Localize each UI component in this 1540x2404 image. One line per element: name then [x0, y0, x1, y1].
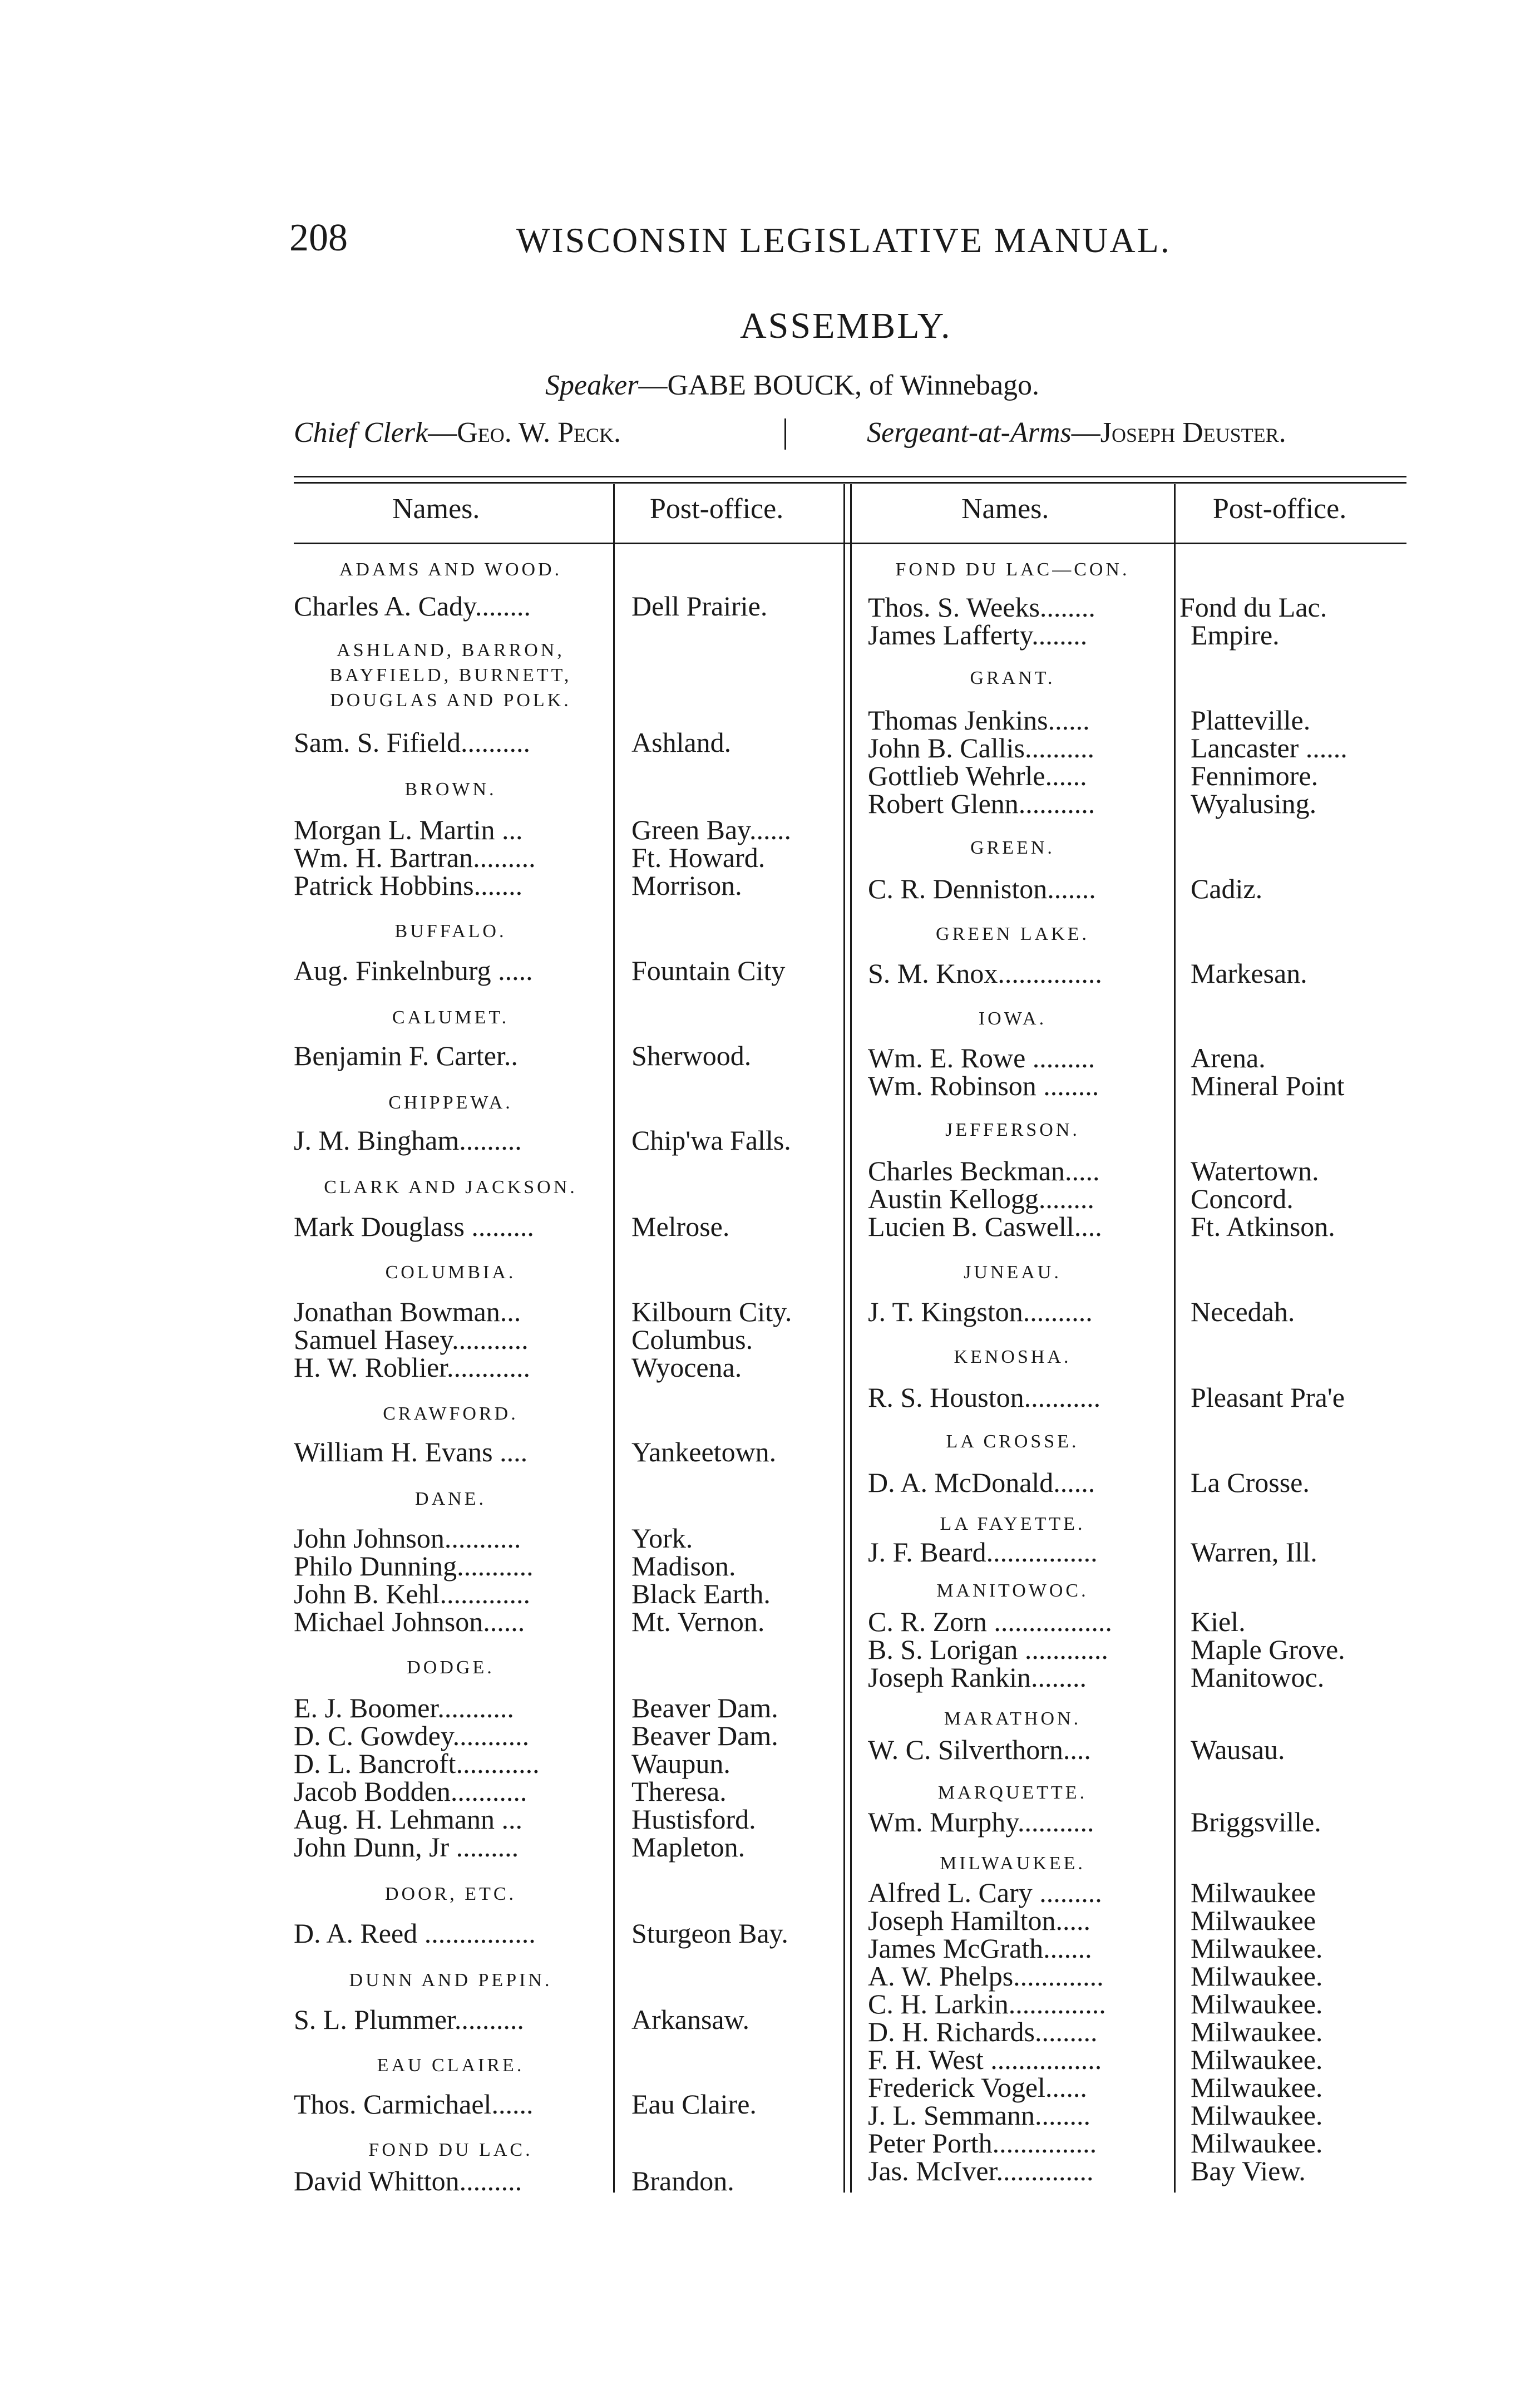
member-name: Aug. H. Lehmann ... — [294, 1804, 523, 1835]
county-heading: COLUMBIA. — [385, 1262, 516, 1283]
member-name: D. A. McDonald...... — [868, 1467, 1095, 1498]
member-postoffice: Milwaukee. — [1191, 2127, 1323, 2159]
county-heading: MANITOWOC. — [936, 1580, 1089, 1601]
header-postoffice-left: Post-office. — [650, 493, 784, 525]
county-heading: LA FAYETTE. — [940, 1514, 1085, 1534]
member-name: Patrick Hobbins....... — [294, 870, 523, 901]
member-postoffice: Ashland. — [631, 727, 732, 758]
member-postoffice: Ft. Howard. — [631, 842, 766, 873]
member-postoffice: Watertown. — [1191, 1155, 1319, 1186]
member-name: Wm. Murphy........... — [868, 1806, 1094, 1838]
county-heading: BAYFIELD, BURNETT, — [329, 665, 572, 686]
member-name: Austin Kellogg........ — [868, 1183, 1094, 1214]
member-name: David Whitton......... — [294, 2165, 522, 2196]
center-double-rule-a — [843, 484, 845, 2193]
member-name: R. S. Houston........... — [868, 1382, 1101, 1413]
member-name: John Dunn, Jr ......... — [294, 1831, 519, 1863]
member-postoffice: Milwaukee. — [1191, 1933, 1323, 1964]
member-postoffice: Mapleton. — [631, 1831, 746, 1863]
table-top-rule-2 — [294, 482, 1406, 484]
member-postoffice: Black Earth. — [631, 1578, 771, 1609]
speaker-value: —GABE BOUCK, of Winnebago. — [638, 370, 1040, 401]
member-name: F. H. West ................ — [868, 2044, 1102, 2075]
member-postoffice: Beaver Dam. — [631, 1720, 778, 1751]
member-name: C. R. Zorn ................. — [868, 1606, 1112, 1637]
member-name: Wm. E. Rowe ......... — [868, 1042, 1095, 1073]
county-heading: DOUGLAS AND POLK. — [330, 690, 571, 711]
member-postoffice: Ft. Atkinson. — [1191, 1211, 1335, 1242]
speaker-label: Speaker — [545, 370, 639, 401]
member-postoffice: Milwaukee. — [1191, 1988, 1323, 2019]
county-heading: JEFFERSON. — [945, 1120, 1080, 1140]
clerk-value: —Geo. W. Peck. — [428, 417, 621, 449]
member-name: J. T. Kingston.......... — [868, 1296, 1093, 1327]
member-name: Charles Beckman..... — [868, 1155, 1100, 1186]
member-postoffice: Eau Claire. — [631, 2088, 757, 2120]
center-double-rule-b — [850, 484, 852, 2193]
member-postoffice: Briggsville. — [1191, 1806, 1321, 1838]
member-name: C. H. Larkin.............. — [868, 1988, 1106, 2019]
county-heading: KENOSHA. — [954, 1347, 1072, 1367]
member-postoffice: Columbus. — [631, 1324, 753, 1355]
county-heading: EAU CLAIRE. — [377, 2055, 525, 2076]
member-postoffice: La Crosse. — [1191, 1467, 1310, 1498]
county-heading: DANE. — [415, 1489, 486, 1509]
member-name: D. C. Gowdey........... — [294, 1720, 530, 1751]
member-name: Philo Dunning........... — [294, 1550, 534, 1582]
member-postoffice: Yankeetown. — [631, 1436, 777, 1467]
county-heading: BUFFALO. — [394, 921, 507, 942]
member-postoffice: Sherwood. — [631, 1040, 752, 1071]
officer-divider — [784, 418, 786, 450]
member-postoffice: Fennimore. — [1191, 760, 1319, 791]
right-column-divider — [1174, 484, 1176, 2193]
member-name: D. L. Bancroft............ — [294, 1748, 540, 1779]
county-heading: JUNEAU. — [964, 1262, 1062, 1283]
member-postoffice: Kiel. — [1191, 1606, 1246, 1637]
member-name: J. F. Beard................ — [868, 1536, 1098, 1568]
county-heading: IOWA. — [978, 1008, 1047, 1029]
member-name: John B. Kehl............. — [294, 1578, 530, 1609]
page-title: ASSEMBLY. — [740, 306, 952, 346]
member-name: S. M. Knox............... — [868, 958, 1102, 989]
speaker-line — [545, 369, 1039, 402]
member-postoffice: Fountain City — [631, 955, 786, 986]
county-heading: FOND DU LAC—CON. — [895, 559, 1130, 580]
county-heading: CALUMET. — [392, 1007, 510, 1028]
member-name: B. S. Lorigan ............ — [868, 1634, 1108, 1665]
member-name: Thos. S. Weeks........ — [868, 592, 1095, 623]
member-postoffice: Fond du Lac. — [1179, 592, 1327, 623]
member-name: Mark Douglass ......... — [294, 1211, 534, 1242]
member-name: J. L. Semmann........ — [868, 2100, 1090, 2131]
member-postoffice: Wyalusing. — [1191, 788, 1317, 819]
header-postoffice-right: Post-office. — [1213, 493, 1347, 525]
member-name: Wm. H. Bartran......... — [294, 842, 536, 873]
member-postoffice: Maple Grove. — [1191, 1634, 1345, 1665]
member-postoffice: Milwaukee. — [1191, 2016, 1323, 2047]
member-postoffice: Lancaster ...... — [1191, 732, 1348, 763]
member-postoffice: Cadiz. — [1191, 873, 1263, 904]
member-postoffice: Waupun. — [631, 1748, 730, 1779]
county-heading: DODGE. — [407, 1657, 495, 1678]
member-name: John B. Callis.......... — [868, 732, 1094, 763]
member-name: James McGrath....... — [868, 1933, 1092, 1964]
county-heading: GREEN. — [970, 838, 1055, 858]
member-name: Thos. Carmichael...... — [294, 2088, 534, 2120]
member-name: D. A. Reed ................ — [294, 1918, 536, 1949]
member-postoffice: Beaver Dam. — [631, 1692, 778, 1723]
member-postoffice: Milwaukee — [1191, 1877, 1316, 1908]
member-postoffice: Milwaukee. — [1191, 2100, 1323, 2131]
member-name: Thomas Jenkins...... — [868, 705, 1090, 736]
member-postoffice: Sturgeon Bay. — [631, 1918, 788, 1949]
member-name: Gottlieb Wehrle...... — [868, 760, 1087, 791]
county-heading: BROWN. — [404, 779, 497, 800]
page-number: 208 — [289, 216, 348, 259]
member-name: A. W. Phelps............. — [868, 1960, 1104, 1992]
member-postoffice: Madison. — [631, 1550, 736, 1582]
county-heading: GREEN LAKE. — [936, 924, 1089, 944]
sergeant-value: —Joseph Deuster. — [1071, 417, 1286, 449]
member-postoffice: Platteville. — [1191, 705, 1311, 736]
member-name: Frederick Vogel...... — [868, 2072, 1087, 2103]
member-name: Alfred L. Cary ......... — [868, 1877, 1102, 1908]
county-heading: FOND DU LAC. — [368, 2140, 533, 2160]
county-heading: DOOR, ETC. — [384, 1884, 517, 1904]
member-name: Jacob Bodden........... — [294, 1776, 527, 1807]
member-postoffice: Bay View. — [1191, 2155, 1306, 2186]
member-name: Joseph Hamilton..... — [868, 1905, 1090, 1936]
county-heading: CLARK AND JACKSON. — [324, 1177, 578, 1198]
member-name: Lucien B. Caswell.... — [868, 1211, 1102, 1242]
member-name: Robert Glenn........... — [868, 788, 1095, 819]
member-name: Jonathan Bowman... — [294, 1296, 521, 1327]
member-name: J. M. Bingham......... — [294, 1125, 522, 1156]
member-name: Peter Porth............... — [868, 2127, 1097, 2159]
member-postoffice: Empire. — [1191, 619, 1280, 651]
member-postoffice: Mineral Point — [1191, 1070, 1345, 1101]
member-postoffice: Wyocena. — [631, 1352, 742, 1383]
county-heading: GRANT. — [970, 668, 1055, 688]
county-heading: MARQUETTE. — [937, 1782, 1088, 1803]
member-postoffice: Necedah. — [1191, 1296, 1295, 1327]
member-postoffice: Theresa. — [631, 1776, 727, 1807]
county-heading: ADAMS AND WOOD. — [339, 559, 562, 580]
member-name: S. L. Plummer.......... — [294, 2004, 524, 2035]
member-postoffice: Milwaukee. — [1191, 2044, 1323, 2075]
member-postoffice: Morrison. — [631, 870, 742, 901]
member-postoffice: Kilbourn City. — [631, 1296, 792, 1327]
member-postoffice: Hustisford. — [631, 1804, 756, 1835]
member-postoffice: Arena. — [1191, 1042, 1266, 1073]
member-name: Jas. McIver.............. — [868, 2155, 1094, 2186]
member-postoffice: Markesan. — [1191, 958, 1307, 989]
member-postoffice: Dell Prairie. — [631, 590, 768, 622]
header-names-left: Names. — [392, 493, 480, 525]
county-heading: ASHLAND, BARRON, — [337, 640, 565, 661]
member-postoffice: Arkansaw. — [631, 2004, 749, 2035]
member-name: E. J. Boomer........... — [294, 1692, 514, 1723]
member-name: Samuel Hasey........... — [294, 1324, 529, 1355]
county-heading: LA CROSSE. — [946, 1431, 1079, 1452]
member-postoffice: Warren, Ill. — [1191, 1536, 1317, 1568]
running-title: WISCONSIN LEGISLATIVE MANUAL. — [516, 220, 1171, 260]
sergeant-line — [867, 416, 1286, 449]
member-name: Charles A. Cady........ — [294, 590, 531, 622]
member-name: Joseph Rankin........ — [868, 1662, 1087, 1693]
member-name: Sam. S. Fifield.......... — [294, 727, 531, 758]
member-name: Wm. Robinson ........ — [868, 1070, 1099, 1101]
member-name: Michael Johnson...... — [294, 1606, 525, 1637]
member-name: William H. Evans .... — [294, 1436, 528, 1467]
county-heading: DUNN AND PEPIN. — [349, 1970, 552, 1991]
member-postoffice: York. — [631, 1523, 693, 1554]
member-name: Morgan L. Martin ... — [294, 814, 523, 845]
member-name: C. R. Denniston....... — [868, 873, 1096, 904]
member-postoffice: Milwaukee — [1191, 1905, 1316, 1936]
member-name: H. W. Roblier............ — [294, 1352, 531, 1383]
member-name: D. H. Richards......... — [868, 2016, 1098, 2047]
member-postoffice: Milwaukee. — [1191, 2072, 1323, 2103]
county-heading: CRAWFORD. — [383, 1403, 519, 1424]
member-name: John Johnson........... — [294, 1523, 521, 1554]
member-postoffice: Melrose. — [631, 1211, 730, 1242]
clerk-label: Chief Clerk — [294, 417, 428, 449]
member-postoffice: Manitowoc. — [1191, 1662, 1325, 1693]
county-heading: CHIPPEWA. — [388, 1092, 513, 1113]
county-heading: MARATHON. — [944, 1708, 1082, 1729]
member-postoffice: Chip'wa Falls. — [631, 1125, 791, 1156]
member-name: Benjamin F. Carter.. — [294, 1040, 518, 1071]
member-postoffice: Concord. — [1191, 1183, 1294, 1214]
member-postoffice: Pleasant Pra'e — [1191, 1382, 1345, 1413]
member-postoffice: Mt. Vernon. — [631, 1606, 765, 1637]
member-postoffice: Green Bay...... — [631, 814, 791, 845]
member-postoffice: Brandon. — [631, 2165, 734, 2196]
member-name: Aug. Finkelnburg ..... — [294, 955, 533, 986]
member-name: James Lafferty........ — [868, 619, 1088, 651]
header-names-right: Names. — [961, 493, 1049, 525]
left-column-divider — [613, 484, 615, 2193]
table-top-rule — [294, 476, 1406, 477]
member-postoffice: Wausau. — [1191, 1734, 1285, 1765]
county-heading: MILWAUKEE. — [940, 1853, 1085, 1874]
member-postoffice: Milwaukee. — [1191, 1960, 1323, 1992]
member-name: W. C. Silverthorn.... — [868, 1734, 1091, 1765]
sergeant-label: Sergeant-at-Arms — [867, 417, 1072, 449]
clerk-line — [294, 416, 621, 449]
